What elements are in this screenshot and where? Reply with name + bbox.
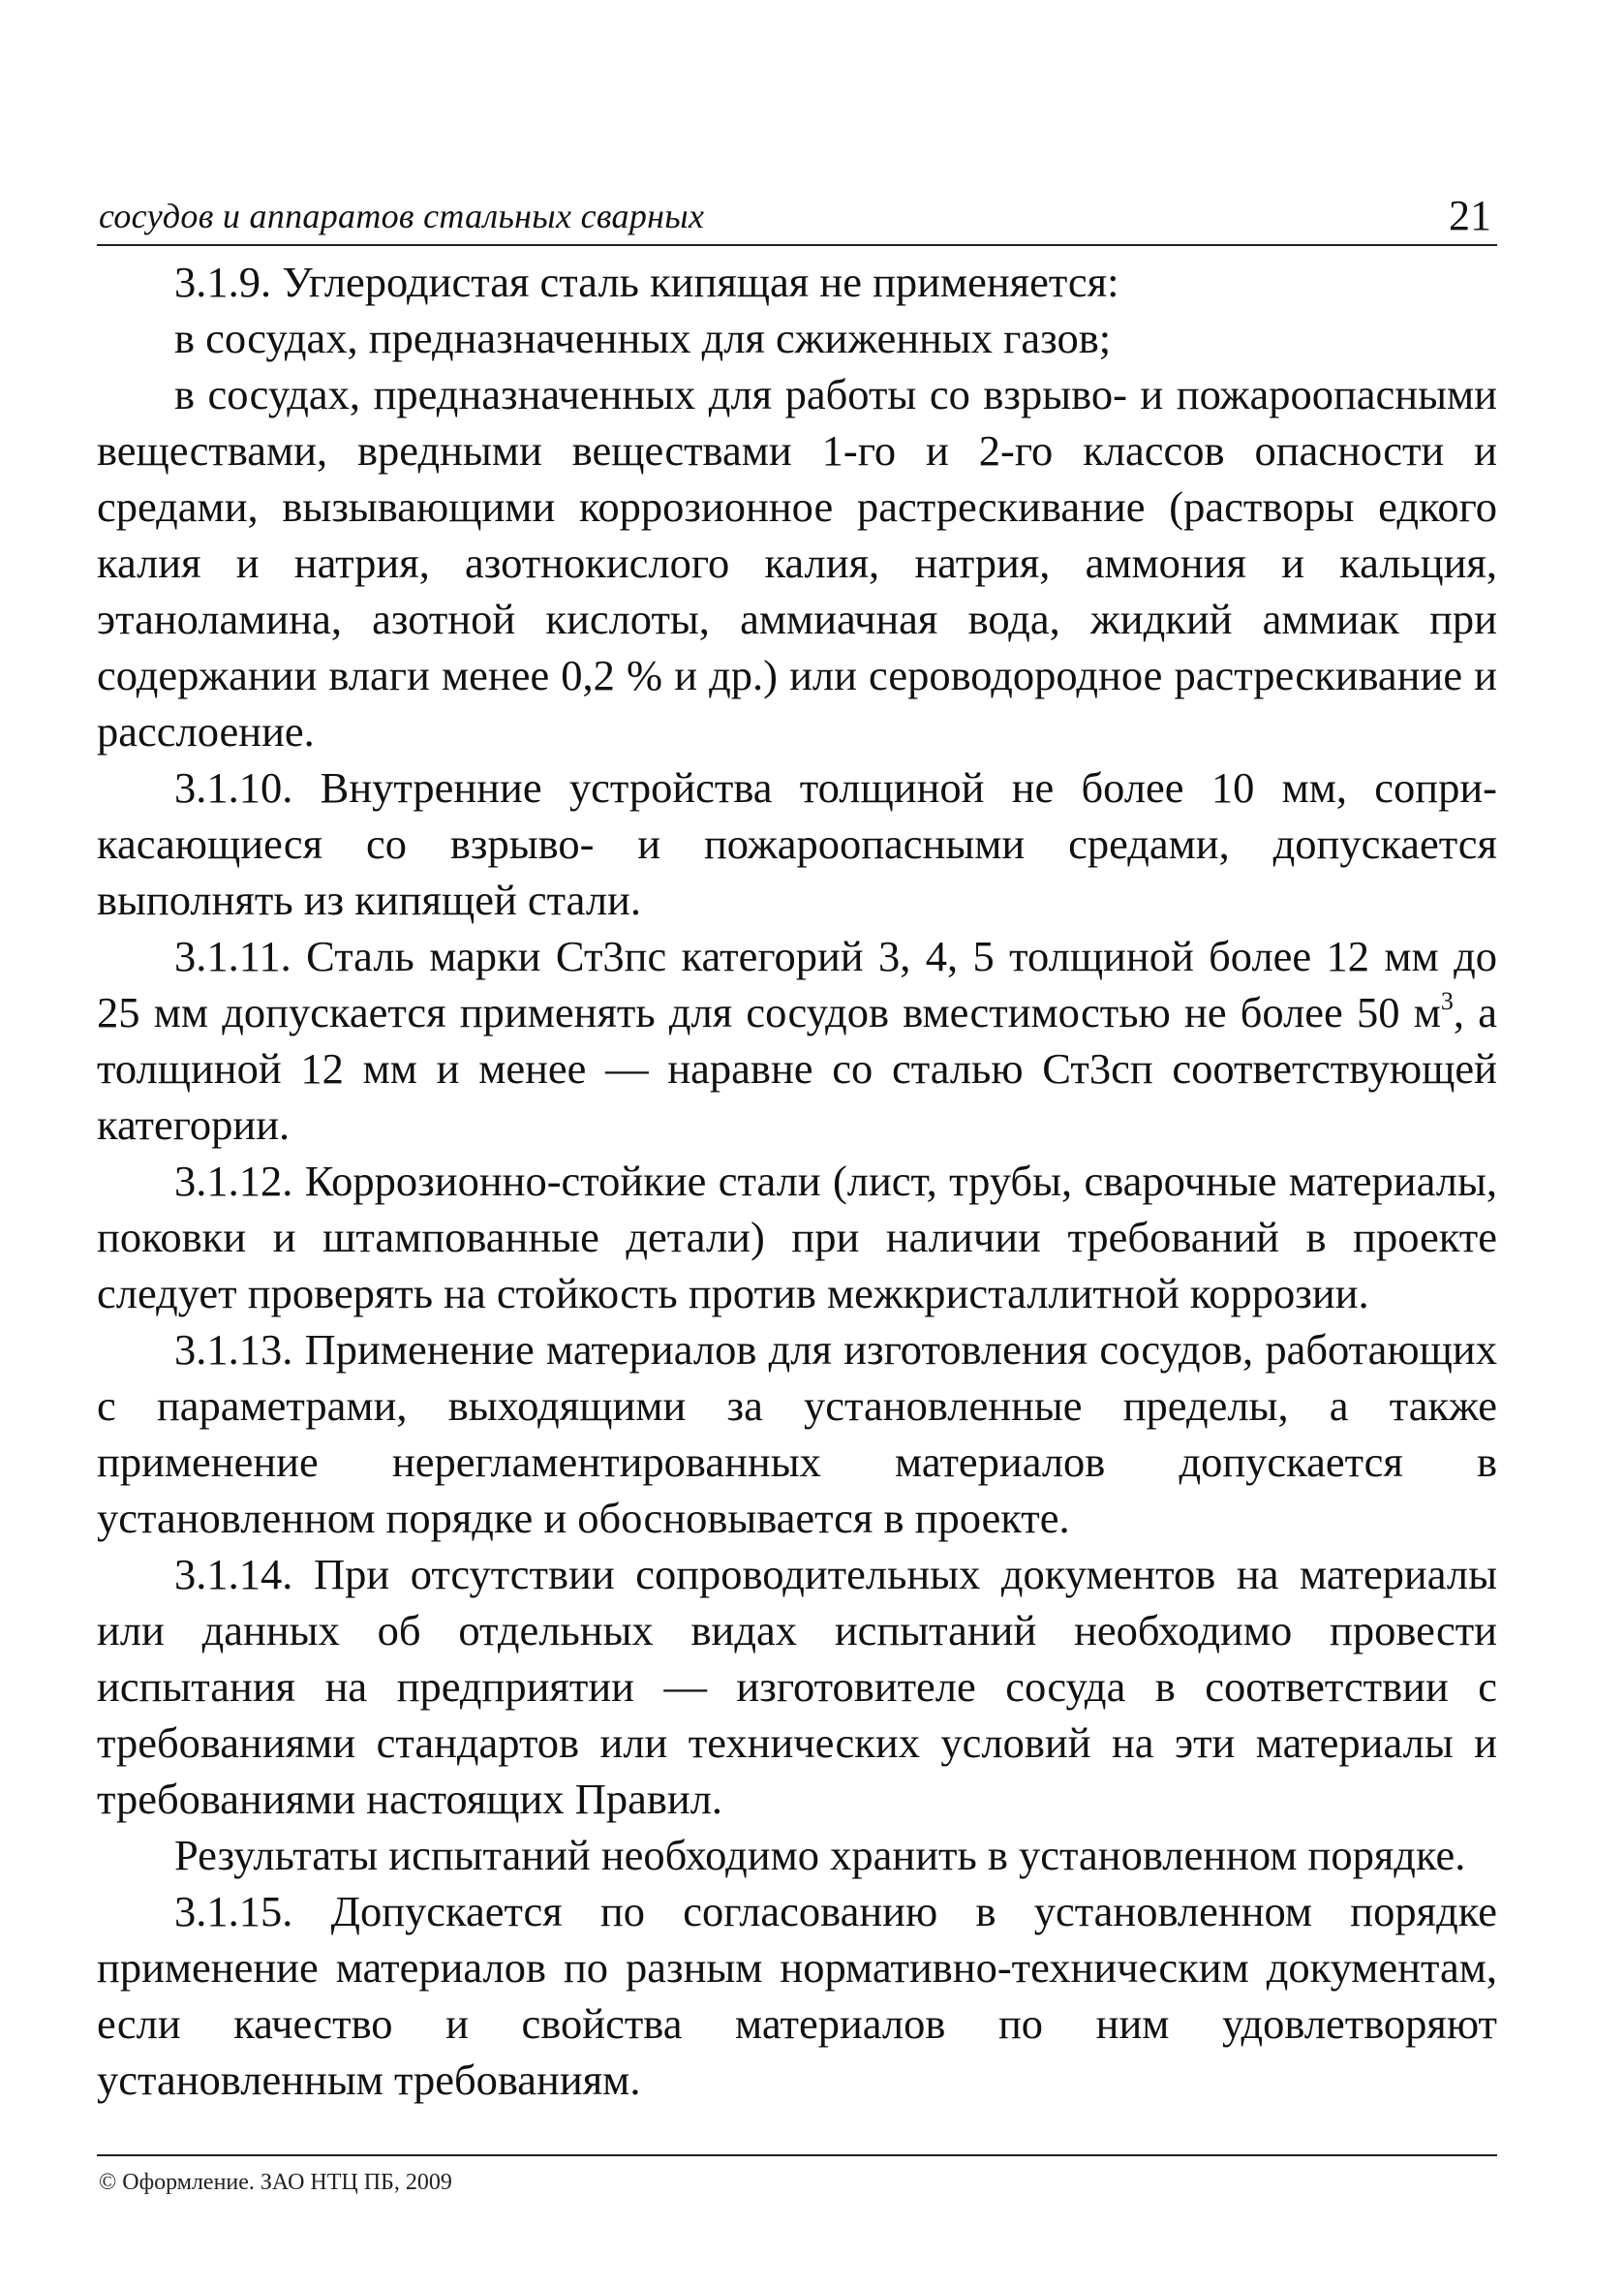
running-header xyxy=(97,190,1497,246)
page-footer xyxy=(97,2154,1497,2214)
paragraph-3-1-11 xyxy=(97,928,1497,1153)
paragraph-3-1-11-text-start: 3.1.11. Сталь марки Ст3пс категорий 3, 4, 5 толщиной более 12 мм до 25 мм допускается применять для сосудов вместимостью не более 50 м xyxy=(97,932,1497,1036)
running-title: сосудов и аппаратов стальных сварных xyxy=(99,197,705,235)
page-number: 21 xyxy=(1449,192,1491,239)
paragraph-3-1-13: 3.1.13. Применение материалов для изготовления сосудов, работающих с параметрами, выходящими за установленные пределы, а также применение нерегламентированных материалов допускается в установленном порядке и обосновывается в проекте. xyxy=(97,1325,1497,1542)
paragraph-3-1-10: 3.1.10. Внутренние устройства толщиной не более 10 мм, соприкасающиеся со взрыво- и пожароопасными средами, допускается выполнять из кипящей стали. xyxy=(97,763,1497,924)
paragraph-3-1-12: 3.1.12. Коррозионно-стойкие стали (лист, трубы, сварочные материалы, поковки и штампованные детали) при наличии требований в проекте следует проверять на стойкость против межкристаллитной коррозии. xyxy=(97,1157,1497,1317)
superscript-3: 3 xyxy=(1440,987,1454,1015)
paragraph-3-1-9-item-2: в сосудах, предназначенных для работы со взрыво- и пожароопасными веществами, вредными веществами 1-го и 2-го классов опасности и средами, вызывающими коррозионное растрескивание (растворы едкого калия и натрия, азотнокислого калия, натрия, аммония и кальция, этаноламина, азотной кислоты, аммиачная вода, жидкий аммиак при содержании влаги менее 0,2 % и др.) или сероводородное растрескивание и расслоение. xyxy=(97,370,1497,756)
body-text xyxy=(97,254,1497,2108)
paragraph-3-1-15: 3.1.15. Допускается по согласованию в установленном порядке применение материалов по разным нормативно-техническим документам, если качество и свойства материалов по ним удовлетворяют установленным требованиям. xyxy=(97,1887,1497,2104)
copyright-notice: © Оформление. ЗАО НТЦ ПБ, 2009 xyxy=(99,2170,452,2195)
paragraph-3-1-9-item-1: в сосудах, предназначенных для сжиженных газов; xyxy=(174,314,1112,362)
paragraph-3-1-14: 3.1.14. При отсутствии сопроводительных документов на материалы или данных об отдельных видах испытаний необходимо провести испытания на предприятии — изготовителе сосуда в соответствии с требованиями стандартов или технических условий на эти материалы и требованиями настоящих Правил. xyxy=(97,1550,1497,1823)
paragraph-3-1-11-text-end: , а толщиной 12 мм и менее — наравне со сталью Ст3сп соответствующей категории. xyxy=(97,988,1497,1149)
paragraph-3-1-9: 3.1.9. Углеродистая сталь кипящая не применяется: xyxy=(174,258,1119,306)
paragraph-3-1-14-results: Результаты испытаний необходимо хранить в установленном порядке. xyxy=(174,1831,1466,1879)
